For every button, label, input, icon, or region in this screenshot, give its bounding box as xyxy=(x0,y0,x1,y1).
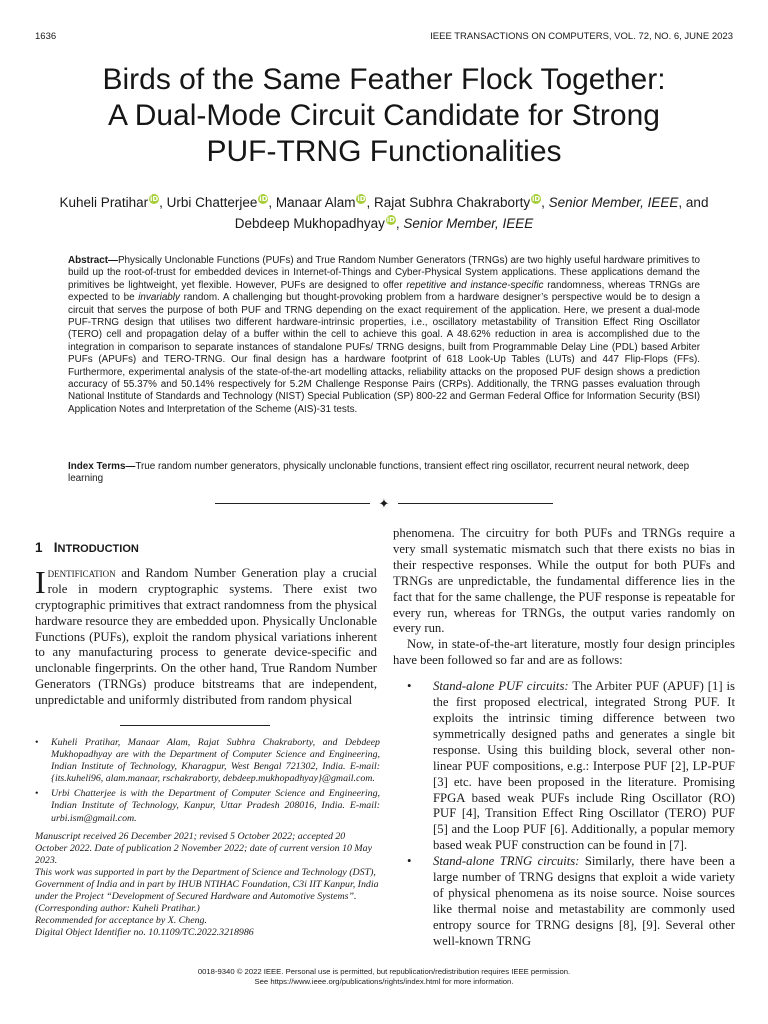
author-conjunction: and xyxy=(685,195,709,210)
design-principles-list xyxy=(393,679,735,949)
author-name: Manaar Alam xyxy=(275,195,356,210)
rights-link-line[interactable]: See ht‌tps://www.ieee.org/publications/rights/index.html for more information. xyxy=(254,977,514,986)
funding-note: This work was supported in part by the Department of Science and Technology (DST), Government of India and in part by IHUB NTIHAC Foundation, C3i IIT Kanpur, India under the Project “Development of Secured Hardware and Automotive Systems”. xyxy=(35,866,379,903)
author-list xyxy=(20,192,748,234)
drop-cap: I xyxy=(35,563,46,600)
author-name: Debdeep Mukhopadhyay xyxy=(234,216,385,231)
author-membership: Senior Member, IEEE xyxy=(403,216,534,231)
author-line: Debdeep Mukhopadhyay iD, Senior Member, IEEE xyxy=(234,216,534,231)
section-heading xyxy=(35,540,377,558)
orcid-icon[interactable]: iD xyxy=(531,195,541,203)
doi[interactable]: Digital Object Identifier no. 10.1109/TC.2022.3218986 xyxy=(35,927,254,939)
footnote-rule xyxy=(120,725,270,726)
drop-cap-continuation: dentification xyxy=(47,565,116,580)
section-divider xyxy=(215,498,553,510)
manuscript-dates: Manuscript received 26 December 2021; revised 5 October 2022; accepted 20 October 2022. Date of publication 2 November 2022; date of current version 10 May 2023. xyxy=(35,830,372,866)
list-item-text: Similarly, there have been a large number of TRNG designs that exploit a wide variety of physical phenomena as its noise source. Noise sources like thermal noise and metastability are commonly used entropy source for TRNG designs [8], [9]. Several other well-known TRNG xyxy=(433,854,735,948)
orcid-icon[interactable]: iD xyxy=(149,195,159,203)
section-number: 1 xyxy=(35,540,43,555)
abstract-label: Abstract— xyxy=(68,255,118,266)
author-name: Urbi Chatterjee xyxy=(166,195,258,210)
affiliation-note xyxy=(35,737,380,785)
title-line: A Dual-Mode Circuit Candidate for Strong xyxy=(108,99,660,132)
author-name: Kuheli Pratihar xyxy=(59,195,149,210)
list-bullet: • xyxy=(407,679,412,694)
copyright-footer xyxy=(0,967,768,987)
abstract-emphasis: invariably xyxy=(138,292,180,304)
divider-star-icon: ✦ xyxy=(378,496,390,511)
paragraph-continuation: phenomena. The circuitry for both PUFs and TRNGs require a very small systematic mismatch such that there exists no bias in their respective responses. While the output for both PUFs and TRNGs are unpredictable, the fundamental difference lies in the fact that for the same challenge, the PUF response is repeatable for every run, whereas for TRNGs, the output varies randomly on every run. xyxy=(393,526,735,636)
section-title-rest: NTRODUCTION xyxy=(57,543,139,555)
list-bullet: • xyxy=(407,854,412,869)
list-item-lead: Stand-alone PUF circuits: xyxy=(433,679,569,694)
author-name: Rajat Subhra Chakraborty xyxy=(373,195,531,210)
list-item-lead: Stand-alone TRNG circuits: xyxy=(433,854,580,869)
footnote-bullet: • xyxy=(35,788,39,800)
affiliation-note xyxy=(35,788,380,824)
list-item-text: The Arbiter PUF (APUF) [1] is the first proposed electrical, integrated Strong PUF. It exploits the intrinsic timing difference between two symmetrically designed paths and generates a single bit response. Using this building block, several other non-linear PUF compositions, e.g.: Interpose PUF [2], LP-PUF [3] etc. have been proposed in the literature. Promising FPGA based weak PUFs include Ring Oscillator (RO) PUF [4], Transition Effect Ring Oscillator (TERO) PUF [5] and the Loop PUF [6]. Additionally, a popular memory based weak PUF construction can be found in [7]. xyxy=(433,679,735,853)
footnote-text: Kuheli Pratihar, Manaar Alam, Rajat Subhra Chakraborty, and Debdeep Mukhopadhyay are with the Department of Computer Science and Engineering, Indian Institute of Technology, Kharagpur, West Bengal 721302, India. E-mail: {its.kuheli96, alam.manaar, rschakraborty, debdeep.mukhopadhyay}@gmail.com. xyxy=(51,737,380,785)
paragraph-text: and Random Number Generation play a crucial role in modern cryptographic systems. There exist two cryptographic primitives that extract randomness from the physical hardware resource they are embedded upon. Physically Unclonable Functions (PUFs), exploit the random physical variations inherent to any manufacturing process to generate device-specific and unclonable fingerprints. On the other hand, True Random Number Generators (TRNGs) produce bitstreams that are independent, unpredictable and uniformly distributed from random physical xyxy=(35,565,377,708)
list-item xyxy=(393,679,735,854)
abstract xyxy=(68,255,700,416)
index-terms xyxy=(68,461,700,486)
author-membership: Senior Member, IEEE xyxy=(548,195,679,210)
left-column xyxy=(35,540,377,709)
right-column xyxy=(393,526,735,950)
paragraph: Now, in state-of-the-art literature, mostly four design principles have been followed so far and are as follows: xyxy=(393,637,735,668)
index-terms-label: Index Terms— xyxy=(68,461,136,472)
index-terms-text: True random number generators, physically unclonable functions, transient effect ring oscillator, recurrent neural network, deep learning xyxy=(68,461,690,485)
orcid-icon[interactable]: iD xyxy=(357,195,366,203)
divider-rule-right xyxy=(398,503,553,504)
footnote-bullet: • xyxy=(35,737,39,748)
section-title-initial: I xyxy=(53,540,58,555)
footnote-text: Urbi Chatterjee is with the Department of Computer Science and Engineering, Indian Institute of Technology, Kanpur, Uttar Pradesh 208016, India. E-mail: urbi.ism@gmail.com. xyxy=(51,788,380,824)
list-item xyxy=(393,854,735,949)
page-number: 1636 xyxy=(35,31,57,42)
orcid-icon[interactable]: iD xyxy=(386,216,395,224)
orcid-icon[interactable]: iD xyxy=(259,195,268,203)
title-line: Birds of the Same Feather Flock Together: xyxy=(102,63,666,96)
copyright-line: 0018-9340 © 2022 IEEE. Personal use is permitted, but republication/redistribution requires IEEE permission. xyxy=(197,967,571,976)
abstract-text: random. A challenging but thought-provoking problem from a hardware designer’s perspective would be to design a circuit that serves the purpose of both PUF and TRNG depending on the exact requirement of the application. Here, we present a dual-mode PUF-TRNG design that utilises two different hardware-intrinsic properties, i.e., oscillatory metastability of Transition Effect Ring Oscillator (TERO) cell and propagation delay of a buffer within the cell to achieve this goal. A 48.62% reduction in area is accomplished due to the integration in comparison to separate instances of standalone PUFs/ TRNG designs, built from Programmable Delay Line (PDL) based Arbiter PUFs (APUFs) and TERO-TRNG. Our final design has a hardware footprint of 618 Look-Up Tables (LUTs) and 447 Flip-Flops (FFs). Furthermore, experimental analysis of the state-of-the-art modelling attacks, reliability attacks on the proposed PUF design shows a prediction accuracy of 55.37% and 50.14% respectively for 5.2M Challenge Response Pairs (CRPs). Additionally, the TRNG passes evaluation through National Institute of Standards and Technology (NIST) Special Publication (SP) 800-22 and German Federal Office for Information Security (BSI) Application Notes and Interpretation of the Scheme (AIS)-31 tests. xyxy=(68,292,700,415)
intro-paragraph xyxy=(35,563,377,709)
corresponding-author: (Corresponding author: Kuheli Pratihar.) xyxy=(35,903,200,915)
recommended-by: Recommended for acceptance by X. Cheng. xyxy=(35,915,207,927)
abstract-text: Physically Unclonable Functions (PUFs) and True Random Number Generators (TRNGs) are two highly useful hardware primitives to build up the root-of-trust for embedded devices in Internet-of-Things and Cyber-Physical System applications. These applications demand the primitives be lightweight, yet flexible. However, PUFs are designed to offer xyxy=(68,255,700,291)
abstract-emphasis: repetitive and instance-specific xyxy=(406,279,544,291)
journal-running-header: IEEE TRANSACTIONS ON COMPUTERS, VOL. 72, NO. 6, JUNE 2023 xyxy=(430,31,733,42)
abstract-text: randomness, whereas TRNGs are expected to be xyxy=(68,279,700,304)
footnotes xyxy=(35,737,380,940)
title-line: PUF-TRNG Functionalities xyxy=(206,135,562,168)
author-line: Kuheli Pratihar iD, Urbi Chatterjee iD, Manaar Alam iD, Rajat Subhra Chakraborty iD, Senior Member, IEEE, and xyxy=(59,195,709,210)
affiliation-list xyxy=(35,737,380,825)
paper-title xyxy=(40,62,728,170)
